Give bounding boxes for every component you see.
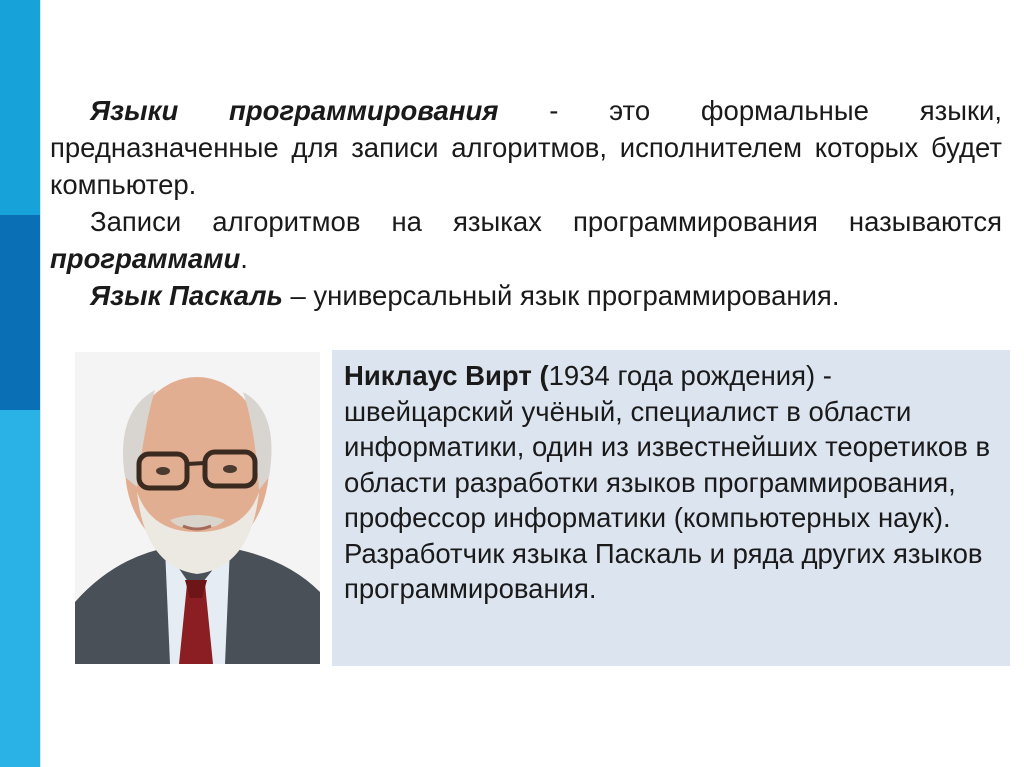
- term-programming-languages: Языки программирования: [90, 95, 499, 126]
- divider-line: [40, 0, 41, 767]
- programs-end: .: [240, 243, 248, 274]
- term-pascal: Язык Паскаль: [90, 280, 283, 311]
- programs-paragraph: [50, 203, 1002, 277]
- portrait-illustration: [75, 352, 320, 664]
- accent-bar-middle: [0, 215, 40, 410]
- definition-text: [50, 92, 1002, 314]
- biography-text: [344, 358, 1004, 607]
- definition-rest: - это формальные языки, предназначенные для записи алгоритмов, исполнителем которых будет компьютер.: [50, 95, 1002, 200]
- left-accent-bar: [0, 0, 40, 767]
- definition-paragraph: [50, 92, 1002, 203]
- accent-bar-top: [0, 0, 40, 215]
- bio-details: 1934 года рождения) - швейцарский учёный, специалист в области информатики, один из известнейших теоретиков в области разработки языков программирования, профессор информатики (компьютерных наук). Разработчик языка Паскаль и ряда других языков программирования.: [344, 360, 991, 604]
- pascal-paragraph: [50, 277, 1002, 314]
- term-programs: программами: [50, 243, 241, 274]
- accent-bar-bottom: [0, 410, 40, 767]
- pascal-rest: – универсальный язык программирования.: [282, 280, 840, 311]
- programs-text: Записи алгоритмов на языках программирования называются: [90, 206, 1002, 237]
- bio-name: Никлаус Вирт (: [344, 360, 549, 391]
- portrait-photo: [75, 352, 320, 664]
- biography-box: [332, 350, 1010, 666]
